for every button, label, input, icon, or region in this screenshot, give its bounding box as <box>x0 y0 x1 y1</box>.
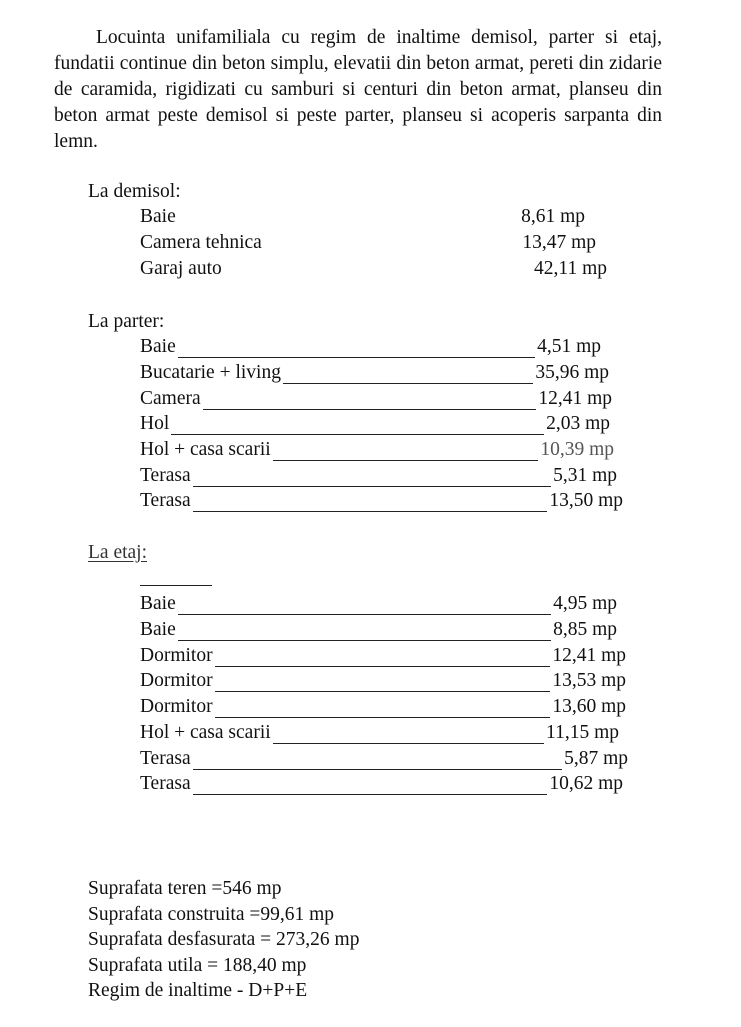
parter-room <box>140 438 614 462</box>
room-name: Garaj auto <box>140 258 222 279</box>
room-name: Terasa <box>140 465 191 486</box>
room-name: Dormitor <box>140 645 213 666</box>
etaj-room <box>140 695 626 719</box>
intro-paragraph: Locuinta unifamiliala cu regim de inaltime demisol, parter si etaj, fundatii continue din beton simplu, elevatii din beton armat, pereti din zidarie de caramida, rigidizati cu samburi si centuri din beton armat, planseu din beton armat peste demisol si peste parter, planseu si acoperis sarpanta din lemn. <box>54 27 662 152</box>
summary-desfasurata: Suprafata desfasurata = 273,26 mp <box>88 929 360 950</box>
room-name: Baie <box>140 206 176 227</box>
room-area: 13,50 mp <box>549 490 623 511</box>
etaj-heading: La etaj: <box>88 542 148 563</box>
etaj-room <box>140 618 617 642</box>
room-area: 13,53 mp <box>552 670 626 691</box>
room-area: 12,41 mp <box>552 645 626 666</box>
parter-room <box>140 361 609 385</box>
room-name: Camera tehnica <box>140 232 262 253</box>
room-area: 10,39 mp <box>540 439 614 460</box>
room-area: 5,31 mp <box>553 465 617 486</box>
room-area: 42,11 mp <box>534 258 607 279</box>
room-area: 13,60 mp <box>552 696 626 717</box>
room-area: 2,03 mp <box>546 413 610 434</box>
parter-room <box>140 387 612 411</box>
etaj-room <box>140 644 626 668</box>
parter-room <box>140 335 601 359</box>
room-area: 8,85 mp <box>553 619 617 640</box>
room-area: 4,51 mp <box>537 336 601 357</box>
room-name: Hol + casa scarii <box>140 439 271 460</box>
etaj-room <box>140 747 628 771</box>
demisol-room <box>140 205 596 229</box>
summary-regim: Regim de inaltime - D+P+E <box>88 980 308 1001</box>
summary-teren: Suprafata teren =546 mp <box>88 878 282 899</box>
demisol-room <box>140 231 596 255</box>
room-area: 12,41 mp <box>538 388 612 409</box>
room-name: Terasa <box>140 773 191 794</box>
room-name: Bucatarie + living <box>140 362 281 383</box>
room-area: 5,87 mp <box>564 748 628 769</box>
room-area: 13,47 mp <box>522 232 596 253</box>
etaj-room <box>140 669 626 693</box>
summary-construita: Suprafata construita =99,61 mp <box>88 903 335 925</box>
parter-heading: La parter: <box>88 311 165 332</box>
room-name: Terasa <box>140 748 191 769</box>
room-name: Baie <box>140 593 176 614</box>
room-name: Terasa <box>140 490 191 511</box>
room-area: 11,15 mp <box>546 722 619 743</box>
room-area: 35,96 mp <box>535 362 609 383</box>
demisol-room <box>140 257 607 281</box>
parter-room <box>140 489 623 513</box>
room-name: Baie <box>140 619 176 640</box>
room-name: Dormitor <box>140 670 213 691</box>
room-area: 4,95 mp <box>553 593 617 614</box>
parter-room <box>140 464 617 488</box>
room-area: 10,62 mp <box>549 773 623 794</box>
room-name: Baie <box>140 336 176 357</box>
summary-utila: Suprafata utila = 188,40 mp <box>88 954 307 976</box>
room-name: Camera <box>140 388 201 409</box>
etaj-room <box>140 772 623 796</box>
room-name: Dormitor <box>140 696 213 717</box>
room-name: Hol <box>140 413 170 434</box>
summary-block <box>88 876 359 1004</box>
parter-room <box>140 412 610 436</box>
etaj-room <box>140 721 619 745</box>
etaj-room <box>140 592 617 616</box>
divider <box>140 585 212 586</box>
room-name: Hol + casa scarii <box>140 722 271 743</box>
room-area: 8,61 mp <box>521 206 585 227</box>
demisol-heading: La demisol: <box>88 181 181 202</box>
